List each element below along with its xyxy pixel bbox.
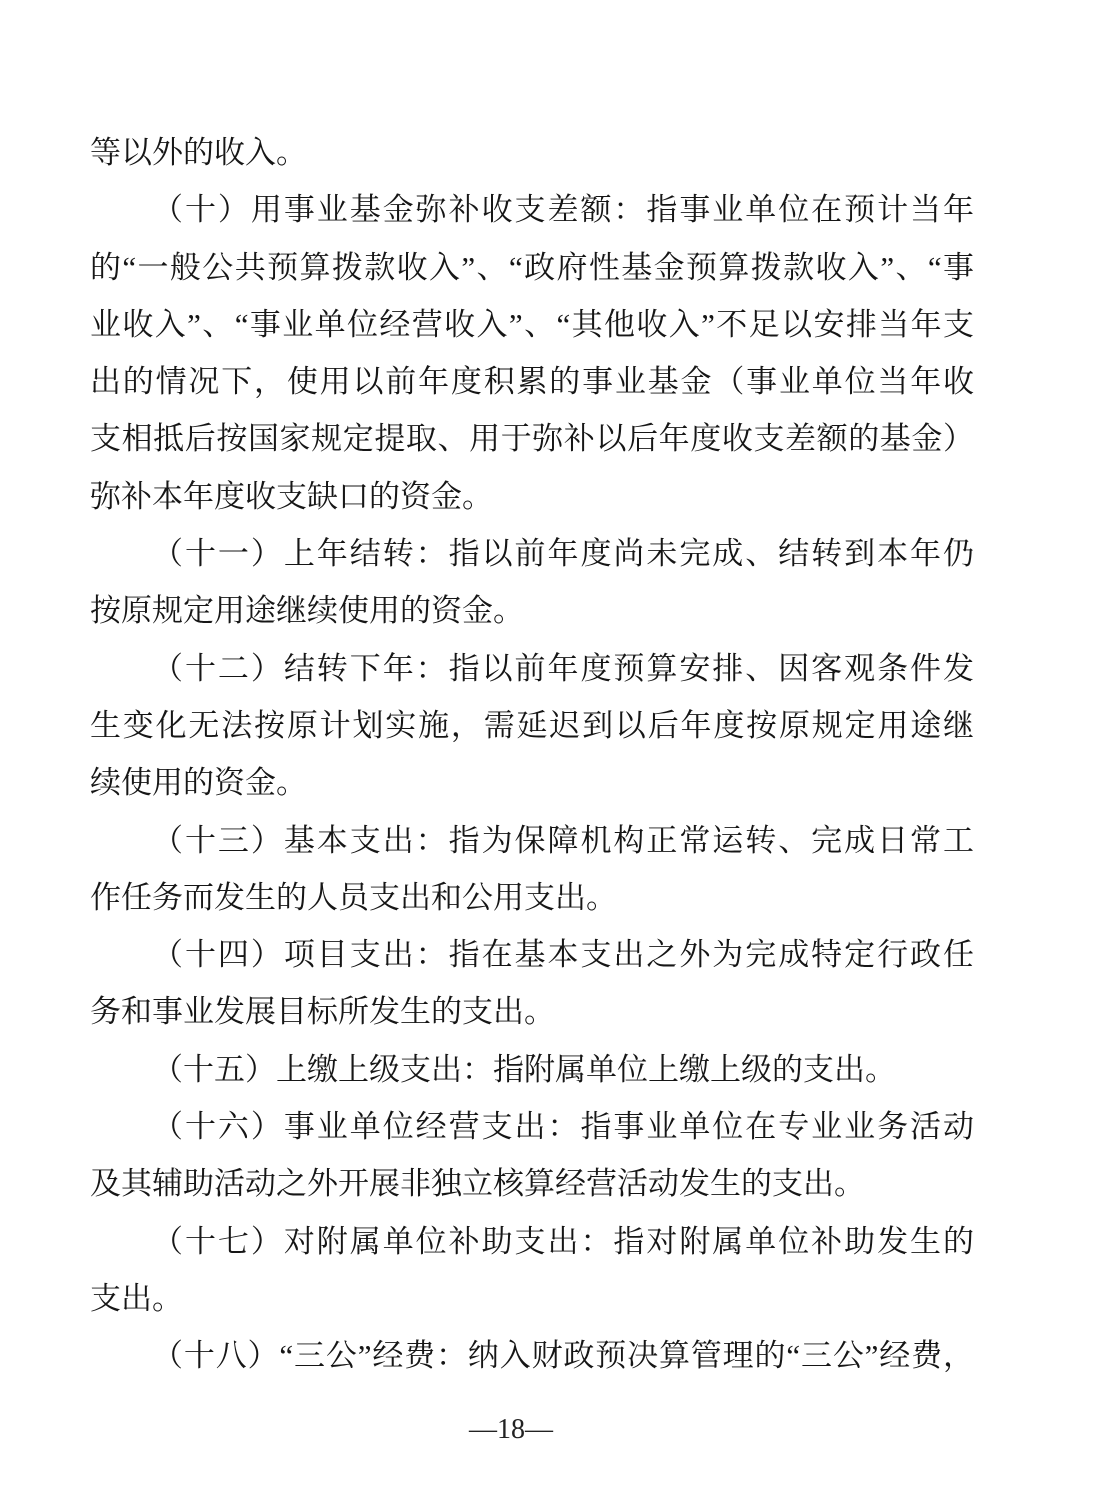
text-line: 作任务而发生的人员支出和公用支出。 <box>90 879 617 915</box>
text-line: 务和事业发展目标所发生的支出。 <box>90 994 555 1030</box>
paragraph-term-10 <box>90 181 974 525</box>
text-line: （十四）项目支出：指在基本支出之外为完成特定行政任 <box>152 937 974 973</box>
text-line: 业收入”、“事业单位经营收入”、“其他收入”不足以安排当年支 <box>90 306 974 342</box>
text-column <box>90 124 974 1385</box>
text-line: 及其辅助活动之外开展非独立核算经营活动发生的支出。 <box>90 1166 865 1202</box>
text-line: （十三）基本支出：指为保障机构正常运转、完成日常工 <box>152 822 974 858</box>
text-line: （十一）上年结转：指以前年度尚未完成、结转到本年仍 <box>152 536 974 572</box>
paragraph-term-13 <box>90 812 974 927</box>
paragraph-term-16 <box>90 1098 974 1213</box>
text-line: （十二）结转下年：指以前年度预算安排、因客观条件发 <box>152 650 974 686</box>
text-line: 按原规定用途继续使用的资金。 <box>90 593 524 629</box>
text-line: 支相抵后按国家规定提取、用于弥补以后年度收支差额的基金） <box>90 421 974 457</box>
text-line: 生变化无法按原计划实施，需延迟到以后年度按原规定用途继 <box>90 707 974 743</box>
paragraph-continuation <box>90 124 974 181</box>
text-line: （十七）对附属单位补助支出：指对附属单位补助发生的 <box>152 1223 974 1259</box>
text-line: （十八）“三公”经费：纳入财政预决算管理的“三公”经费， <box>152 1338 974 1374</box>
paragraph-term-18 <box>90 1327 974 1384</box>
text-line: 续使用的资金。 <box>90 765 307 801</box>
paragraph-term-15 <box>90 1041 974 1098</box>
text-line: 弥补本年度收支缺口的资金。 <box>90 478 493 514</box>
page-number: —18— <box>469 1414 553 1445</box>
paragraph-term-11 <box>90 525 974 640</box>
paragraph-term-17 <box>90 1213 974 1328</box>
text-line: 出的情况下，使用以前年度积累的事业基金（事业单位当年收 <box>90 364 974 400</box>
text-line: 等以外的收入。 <box>90 135 307 170</box>
text-line: （十）用事业基金弥补收支差额：指事业单位在预计当年 <box>152 192 974 228</box>
text-line: （十五）上缴上级支出：指附属单位上缴上级的支出。 <box>152 1051 896 1087</box>
paragraph-term-14 <box>90 926 974 1041</box>
text-line: 支出。 <box>90 1280 183 1316</box>
paragraph-term-12 <box>90 640 974 812</box>
text-line: 的“一般公共预算拨款收入”、“政府性基金预算拨款收入”、“事 <box>90 249 974 285</box>
text-line: （十六）事业单位经营支出：指事业单位在专业业务活动 <box>152 1109 974 1145</box>
